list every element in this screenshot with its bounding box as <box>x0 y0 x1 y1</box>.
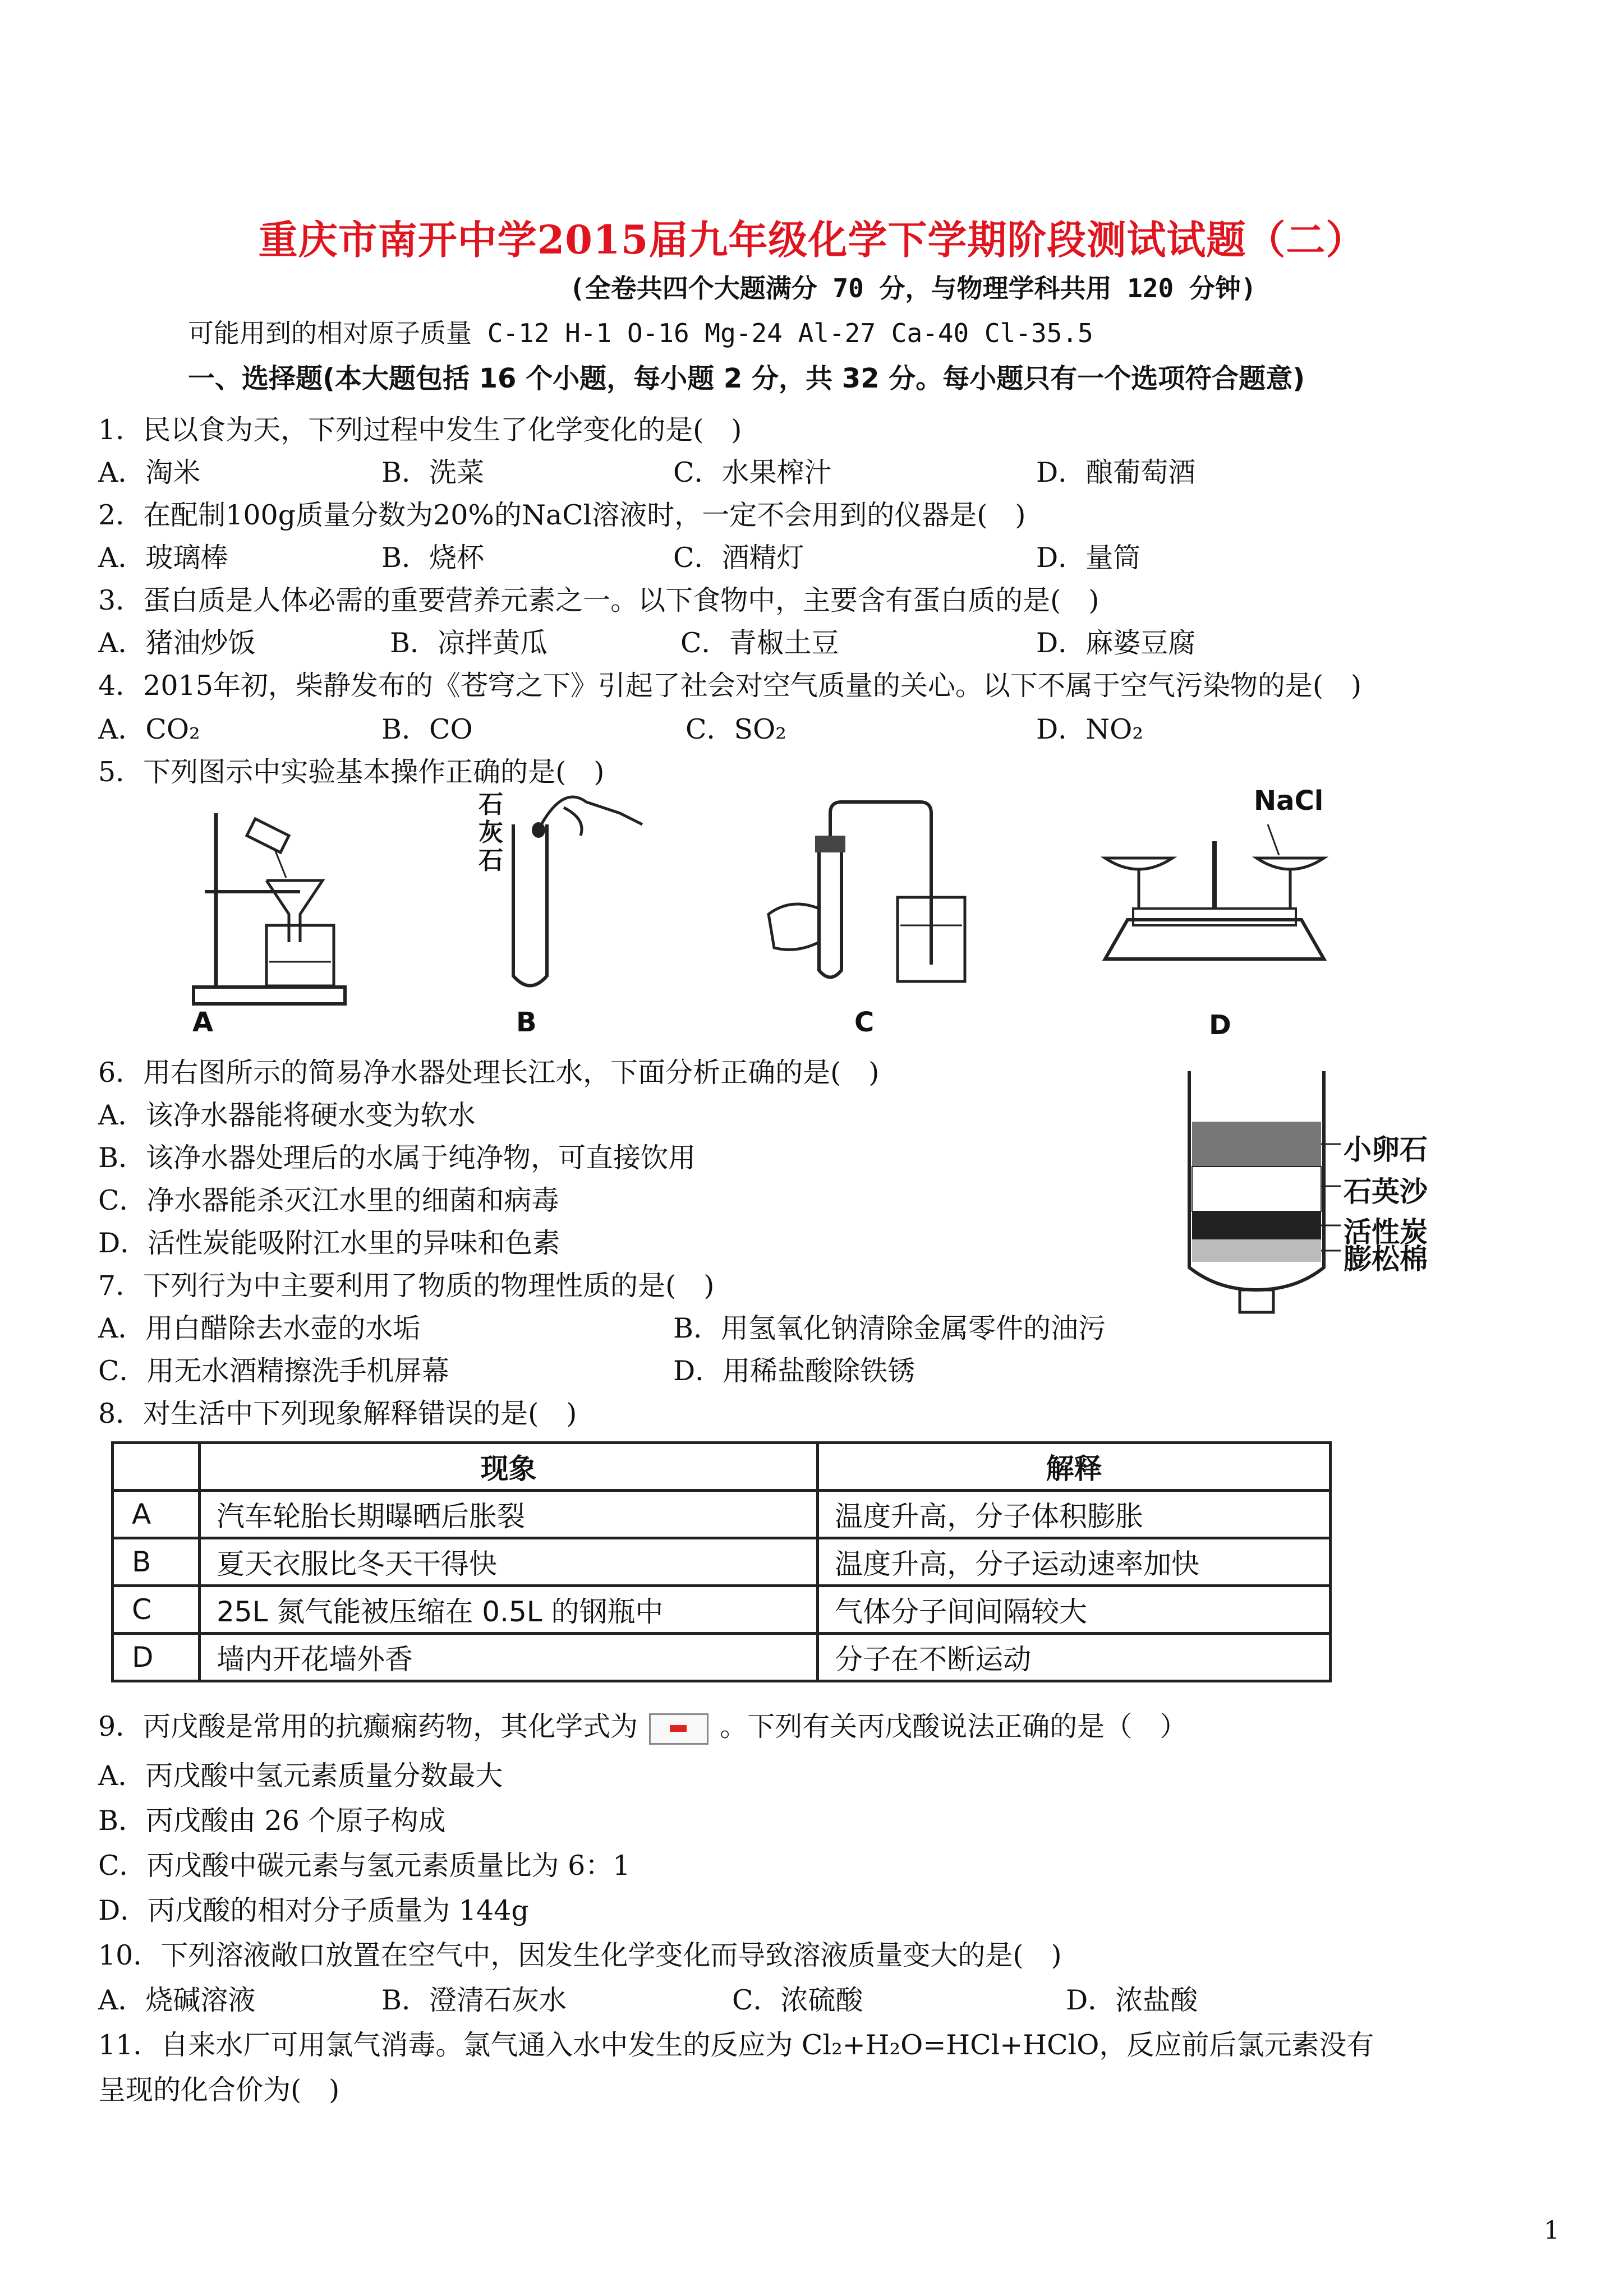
figure-d-nacl-label: NaCl <box>1254 785 1324 817</box>
table-row <box>113 1538 1331 1586</box>
layer-activated-carbon: 活性炭 <box>1344 1216 1428 1248</box>
q4-option-b: B．CO <box>381 713 473 745</box>
row-phenomenon: 25L 氮气能被压缩在 0.5L 的钢瓶中 <box>200 1586 818 1634</box>
q3-option-b: B．凉拌黄瓜 <box>390 627 548 659</box>
q2-option-c: C．酒精灯 <box>673 542 804 574</box>
q6-option-b: B．该净水器处理后的水属于纯净物，可直接饮用 <box>98 1142 696 1174</box>
table-header-row <box>113 1443 1331 1491</box>
q10-option-d: D．浓盐酸 <box>1066 1984 1198 2016</box>
layer-quartz-sand: 石英沙 <box>1344 1175 1428 1208</box>
table-row <box>113 1634 1331 1681</box>
figure-d-label: D <box>1209 1009 1231 1041</box>
figure-water-purifier <box>1178 1066 1346 1335</box>
question-6-stem: 6．用右图所示的简易净水器处理长江水，下面分析正确的是( ) <box>98 1057 880 1089</box>
q9-stem-post: 。下列有关丙戊酸说法正确的是（ ） <box>720 1711 1188 1742</box>
q8-table <box>111 1441 1332 1682</box>
row-phenomenon: 夏天衣服比冬天干得快 <box>200 1538 818 1586</box>
page-number: 1 <box>1544 2216 1559 2245</box>
page-title: 重庆市南开中学2015届九年级化学下学期阶段测试试题（二） <box>258 216 1366 263</box>
q6-option-c: C．净水器能杀灭江水里的细菌和病毒 <box>98 1184 559 1216</box>
q4-option-d: D．NO₂ <box>1036 713 1143 745</box>
table-header-phenomenon: 现象 <box>200 1443 818 1491</box>
q1-option-b: B．洗菜 <box>381 457 485 488</box>
q1-option-c: C．水果榨汁 <box>673 457 832 488</box>
layer-pebbles: 小卵石 <box>1344 1133 1428 1166</box>
q7-option-d: D．用稀盐酸除铁锈 <box>673 1355 915 1387</box>
q10-option-a: A．烧碱溶液 <box>98 1984 256 2016</box>
q3-option-d: D．麻婆豆腐 <box>1036 627 1196 659</box>
layer-cotton: 膨松棉 <box>1344 1243 1428 1275</box>
figure-c-airtightness-check <box>757 796 970 998</box>
exam-note: (全卷共四个大题满分 70 分，与物理学科共用 120 分钟) <box>569 273 1257 303</box>
q2-option-d: D．量筒 <box>1036 542 1141 574</box>
q6-option-a: A．该净水器能将硬水变为软水 <box>98 1099 476 1131</box>
question-1-stem: 1．民以食为天，下列过程中发生了化学变化的是( ) <box>98 414 742 446</box>
row-label: D <box>113 1634 200 1681</box>
q10-option-c: C．浓硫酸 <box>732 1984 863 2016</box>
figure-a-filtration <box>182 796 367 1021</box>
row-label: A <box>113 1491 200 1538</box>
figure-b-label: B <box>516 1007 537 1038</box>
q4-option-c: C．SO₂ <box>686 713 786 745</box>
q9-option-c: C．丙戊酸中碳元素与氢元素质量比为 6：1 <box>98 1850 631 1882</box>
atomic-masses: 可能用到的相对原子质量 C-12 H-1 O-16 Mg-24 Al-27 Ca-40 Cl-35.5 <box>188 318 1093 348</box>
q4-option-a: A．CO₂ <box>98 713 200 745</box>
table-row <box>113 1491 1331 1538</box>
question-5-stem: 5．下列图示中实验基本操作正确的是( ) <box>98 756 605 788</box>
q9-option-b: B．丙戊酸由 26 个原子构成 <box>98 1805 446 1837</box>
row-phenomenon: 墙内开花墙外香 <box>200 1634 818 1681</box>
question-8-stem: 8．对生活中下列现象解释错误的是( ) <box>98 1398 577 1430</box>
table-header-explanation: 解释 <box>818 1443 1331 1491</box>
figure-d-balance <box>1094 808 1335 976</box>
row-explanation: 温度升高，分子运动速率加快 <box>818 1538 1331 1586</box>
q9-option-d: D．丙戊酸的相对分子质量为 144g <box>98 1894 529 1926</box>
row-explanation: 温度升高，分子体积膨胀 <box>818 1491 1331 1538</box>
question-9-stem <box>98 1705 1187 1745</box>
question-11-stem-line1: 11．自来水厂可用氯气消毒。氯气通入水中发生的反应为 Cl₂+H₂O=HCl+HClO，反应前后氯元素没有 <box>98 2029 1374 2061</box>
label-char-1: 石 <box>479 790 503 819</box>
q7-option-b: B．用氢氧化钠清除金属零件的油污 <box>673 1312 1106 1344</box>
question-4-stem: 4．2015年初，柴静发布的《苍穹之下》引起了社会对空气质量的关心。以下不属于空气污染物的是( ) <box>98 670 1362 702</box>
broken-image-icon <box>649 1713 709 1745</box>
q2-option-b: B．烧杯 <box>381 542 485 574</box>
question-7-stem: 7．下列行为中主要利用了物质的物理性质的是( ) <box>98 1270 715 1302</box>
q7-option-c: C．用无水酒精擦洗手机屏幕 <box>98 1355 449 1387</box>
q6-option-d: D．活性炭能吸附江水里的异味和色素 <box>98 1227 560 1259</box>
row-explanation: 分子在不断运动 <box>818 1634 1331 1681</box>
q3-option-c: C．青椒土豆 <box>680 627 839 659</box>
label-char-2: 灰 <box>479 818 503 847</box>
q3-option-a: A．猪油炒饭 <box>98 627 256 659</box>
q9-option-a: A．丙戊酸中氢元素质量分数最大 <box>98 1760 503 1792</box>
q7-option-a: A．用白醋除去水壶的水垢 <box>98 1312 421 1344</box>
row-phenomenon: 汽车轮胎长期曝晒后胀裂 <box>200 1491 818 1538</box>
question-3-stem: 3．蛋白质是人体必需的重要营养元素之一。以下食物中，主要含有蛋白质的是( ) <box>98 584 1099 616</box>
row-explanation: 气体分子间间隔较大 <box>818 1586 1331 1634</box>
q1-option-a: A．淘米 <box>98 457 201 488</box>
section-heading: 一、选择题(本大题包括 16 个小题，每小题 2 分，共 32 分。每小题只有一个选项符合题意) <box>188 363 1305 394</box>
figure-b-side-label <box>479 791 507 875</box>
q2-option-a: A．玻璃棒 <box>98 542 228 574</box>
q1-option-d: D．酿葡萄酒 <box>1036 457 1196 488</box>
question-10-stem: 10．下列溶液敞口放置在空气中，因发生化学变化而导致溶液质量变大的是( ) <box>98 1939 1062 1971</box>
table-header-blank <box>113 1443 200 1491</box>
row-label: B <box>113 1538 200 1586</box>
question-2-stem: 2．在配制100g质量分数为20%的NaCl溶液时，一定不会用到的仪器是( ) <box>98 499 1026 531</box>
row-label: C <box>113 1586 200 1634</box>
table-row <box>113 1586 1331 1634</box>
question-11-stem-line2: 呈现的化合价为( ) <box>98 2074 340 2106</box>
figure-c-label: C <box>854 1007 875 1038</box>
label-char-3: 石 <box>479 846 503 875</box>
figure-a-label: A <box>192 1007 214 1038</box>
q10-option-b: B．澄清石灰水 <box>381 1984 567 2016</box>
q9-stem-pre: 9．丙戊酸是常用的抗癫痫药物，其化学式为 <box>98 1711 638 1742</box>
